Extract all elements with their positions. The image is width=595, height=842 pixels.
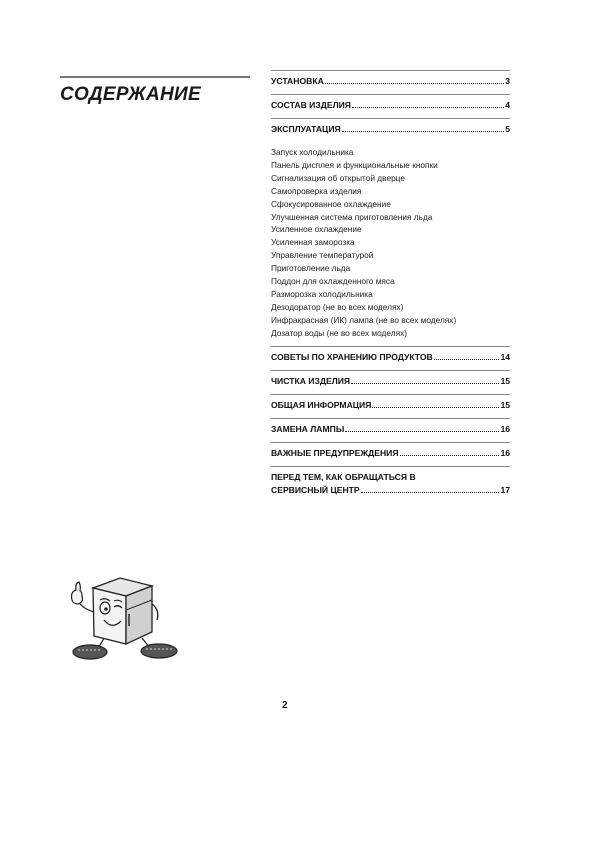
toc-subitem[interactable]: Усиленное охлаждение [271, 224, 362, 235]
title-rule [60, 76, 250, 78]
toc-entry-page: 15 [500, 375, 510, 386]
toc-divider [271, 418, 510, 419]
toc-entry-service-line1[interactable]: ПЕРЕД ТЕМ, КАК ОБРАЩАТЬСЯ В [271, 471, 416, 482]
refrigerator-mascot-illustration [60, 574, 185, 664]
toc-entry-label: СОСТАВ ИЗДЕЛИЯ [271, 100, 351, 110]
toc-divider [271, 94, 510, 95]
dot-leader [345, 431, 499, 432]
toc-section-composition [271, 94, 510, 110]
toc-subitem[interactable]: Самопроверка изделия [271, 185, 362, 196]
toc-entry-label: ВАЖНЫЕ ПРЕДУПРЕЖДЕНИЯ [271, 447, 399, 458]
toc-entry-page: 17 [500, 484, 510, 495]
toc-entry-page: 16 [500, 447, 510, 458]
toc-entry-storage[interactable] [271, 352, 510, 362]
toc-section-cleaning [271, 370, 510, 386]
toc-subitem[interactable]: Запуск холодильника [271, 147, 354, 157]
toc-divider [271, 70, 510, 71]
toc-divider [271, 394, 510, 395]
toc-subitem[interactable]: Панель дисплея и функциональные кнопки [271, 159, 438, 170]
toc-section-storage [271, 346, 510, 362]
toc-entry-page: 3 [505, 76, 510, 86]
toc-subitem[interactable]: Улучшенная система приготовления льда [271, 211, 433, 222]
page-number: 2 [282, 700, 288, 711]
toc-entry-composition[interactable] [271, 100, 510, 110]
toc-entry-page: 15 [500, 399, 510, 410]
dot-leader [361, 492, 500, 493]
toc-entry-service[interactable] [271, 485, 510, 495]
toc-entry-label: ЭКСПЛУАТАЦИЯ [271, 124, 341, 134]
dot-leader [342, 131, 505, 132]
toc-section-lamp [271, 418, 510, 434]
toc-subitem[interactable]: Инфракрасная (ИК) лампа (не во всех моделях) [271, 314, 457, 325]
toc-section-installation [271, 70, 510, 86]
toc-divider [271, 346, 510, 347]
toc-entry-label: СЕРВИСНЫЙ ЦЕНТР [271, 484, 360, 495]
toc-subitem[interactable]: Приготовление льда [271, 263, 351, 274]
toc-section-operation [271, 118, 510, 340]
toc-entry-lamp[interactable] [271, 424, 510, 434]
toc-subitem[interactable]: Разморозка холодильника [271, 288, 373, 299]
toc-subitem[interactable]: Управление температурой [271, 250, 374, 261]
dot-leader [351, 383, 499, 384]
toc-subitem[interactable]: Усиленная заморозка [271, 237, 355, 248]
dot-leader [372, 407, 499, 408]
toc-subitem[interactable]: Сигнализация об открытой дверце [271, 172, 405, 183]
toc-entry-label: ЧИСТКА ИЗДЕЛИЯ [271, 375, 351, 386]
dot-leader [434, 359, 500, 360]
toc-entry-operation[interactable] [271, 124, 510, 134]
toc-entry-label: СОВЕТЫ ПО ХРАНЕНИЮ ПРОДУКТОВ [271, 351, 433, 362]
operation-subitems [271, 146, 510, 340]
toc-entry-page: 5 [505, 124, 510, 134]
toc-entry-warnings[interactable] [271, 448, 510, 458]
toc-divider [271, 118, 510, 119]
dot-leader [325, 83, 504, 84]
toc-entry-installation[interactable] [271, 76, 510, 86]
dot-leader [352, 107, 504, 108]
toc-divider [271, 370, 510, 371]
toc-entry-label: ЗАМЕНА ЛАМПЫ [271, 423, 345, 434]
toc-section-general [271, 394, 510, 410]
toc-subitem[interactable]: Поддон для охлажденного мяса [271, 276, 395, 287]
toc-subitem[interactable]: Дезодоратор (не во всех моделях) [271, 301, 404, 312]
toc-entry-page: 4 [505, 100, 510, 110]
toc-entry-page: 16 [500, 423, 510, 434]
toc-subitem[interactable]: Дозатор воды (не во всех моделях) [271, 327, 407, 338]
toc-divider [271, 466, 510, 467]
toc-section-service [271, 466, 510, 495]
toc-section-warnings [271, 442, 510, 458]
toc-entry-label: ОБЩАЯ ИНФОРМАЦИЯ [271, 399, 372, 410]
toc-subitem[interactable]: Сфокусированное охлаждение [271, 198, 391, 209]
dot-leader [400, 455, 500, 456]
toc-entry-label: УСТАНОВКА [271, 76, 324, 86]
toc-entry-general[interactable] [271, 400, 510, 410]
toc-divider [271, 442, 510, 443]
toc-entry-cleaning[interactable] [271, 376, 510, 386]
table-of-contents [271, 70, 510, 495]
page-title: СОДЕРЖАНИЕ [60, 84, 201, 105]
toc-entry-page: 14 [500, 351, 510, 362]
